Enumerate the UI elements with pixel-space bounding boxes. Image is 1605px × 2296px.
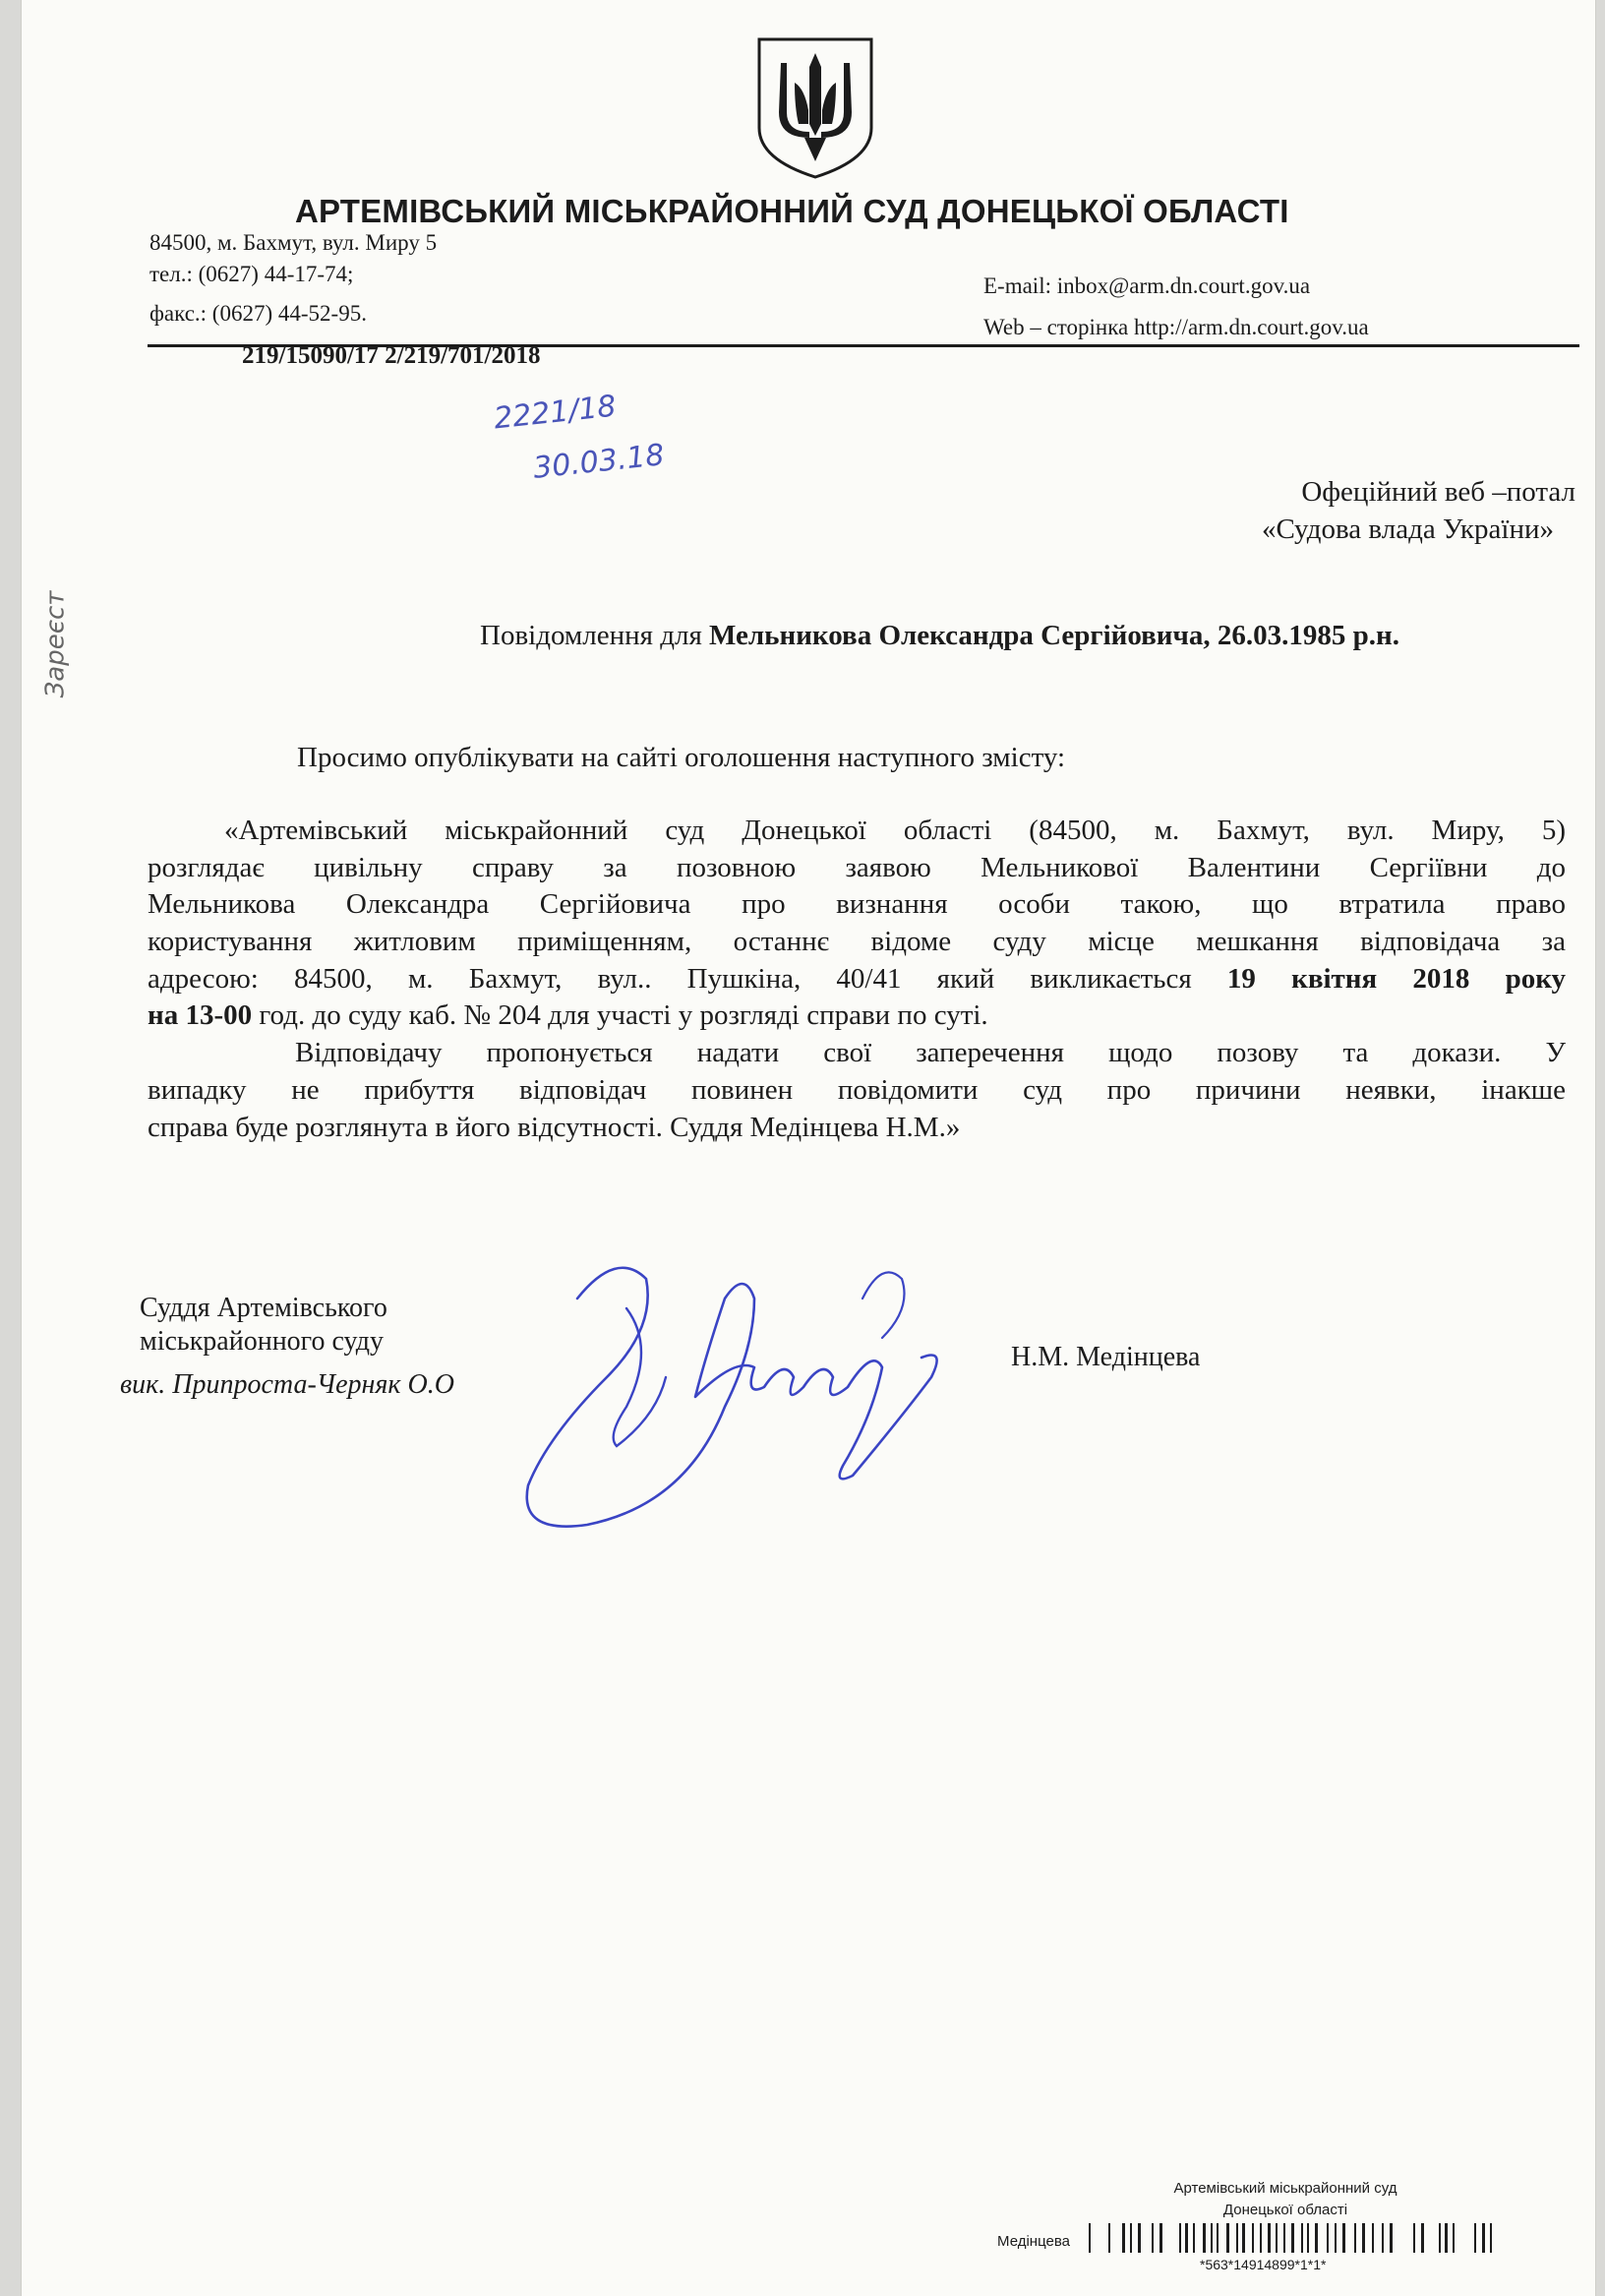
body-p2-line-2: випадку не прибуття відповідач повинен повідомити суд про причини неявки, інакше xyxy=(148,1073,1566,1106)
signer-name: Н.М. Медінцева xyxy=(1011,1342,1201,1372)
body-line-6-text: год. до суду каб. № 204 для участі у розгляді справи по суті. xyxy=(252,999,988,1032)
body-line-1: «Артемівський міськрайонний суд Донецької області (84500, м. Бахмут, вул. Миру, 5) xyxy=(224,815,1566,846)
court-name-heading: АРТЕМІВСЬКИЙ МІСЬКРАЙОННИЙ СУД ДОНЕЦЬКОЇ ОБЛАСТІ xyxy=(295,193,1289,229)
acting-judge: вик. Припроста-Черняк О.О xyxy=(120,1369,454,1400)
body-p2-line-3: справа буде розглянута в його відсутності. Суддя Медінцева Н.М.» xyxy=(148,1111,961,1143)
hearing-time: на 13-00 xyxy=(148,999,253,1032)
signature-position-1: Суддя Артемівського xyxy=(140,1293,387,1323)
notice-prefix: Повідомлення для xyxy=(480,620,710,651)
court-phone: тел.: (0627) 44-17-74; xyxy=(149,262,354,286)
court-email: E-mail: inbox@arm.dn.court.gov.ua xyxy=(983,273,1311,298)
footer-court-line-1: Артемівський міськрайонний суд xyxy=(1173,2180,1397,2197)
body-line-5-text: адресою: 84500, м. Бахмут, вул.. Пушкіна, 40/41 який викликається xyxy=(148,962,1227,995)
handwritten-signature xyxy=(508,1239,971,1544)
handwritten-registration-date: 30.03.18 xyxy=(531,438,667,486)
hearing-date: 19 квітня 2018 року xyxy=(1226,962,1567,995)
margin-note: Зареєст xyxy=(40,590,71,698)
body-line-4: користування житловим приміщенням, останнє відоме суду місце мешкання відповідача за xyxy=(148,926,1566,958)
recipient-line-1: Офеційний веб –потал xyxy=(1301,476,1575,508)
body-line-6 xyxy=(148,997,1566,1035)
court-website: Web – сторінка http://arm.dn.court.gov.ua xyxy=(983,315,1369,339)
signature-position-2: міськрайонного суду xyxy=(140,1326,385,1357)
recipient-line-2: «Судова влада України» xyxy=(1261,514,1554,545)
coat-of-arms-emblem xyxy=(751,33,879,181)
defendant-name: Мельникова Олександра Сергійовича, 26.03.1985 р.н. xyxy=(709,620,1399,651)
body-p2-line-1: Відповідачу пропонується надати свої заперечення щодо позову та докази. У xyxy=(295,1037,1566,1069)
footer-court-line-2: Донецької області xyxy=(1222,2202,1348,2218)
publication-request: Просимо опублікувати на сайті оголошення наступного змісту: xyxy=(297,742,1066,773)
body-line-5 xyxy=(148,961,1566,998)
case-numbers: 219/15090/17 2/219/701/2018 xyxy=(242,342,541,369)
notice-body xyxy=(148,813,1566,1146)
barcode-number: *563*14914899*1*1* xyxy=(1200,2257,1327,2272)
handwritten-registration-number: 2221/18 xyxy=(492,389,619,437)
barcode-label: Медінцева xyxy=(997,2233,1070,2250)
body-line-3: Мельникова Олександра Сергійовича про визнання особи такою, що втратила право xyxy=(148,888,1566,921)
court-address: 84500, м. Бахмут, вул. Миру 5 xyxy=(149,230,438,255)
body-line-2: розглядає цивільну справу за позовною заявою Мельникової Валентини Сергіївни до xyxy=(148,851,1566,883)
court-fax: факс.: (0627) 44-52-95. xyxy=(149,301,367,326)
document-page xyxy=(22,0,1595,2296)
barcode xyxy=(1089,2221,1561,2257)
notice-for-line xyxy=(480,618,1399,655)
